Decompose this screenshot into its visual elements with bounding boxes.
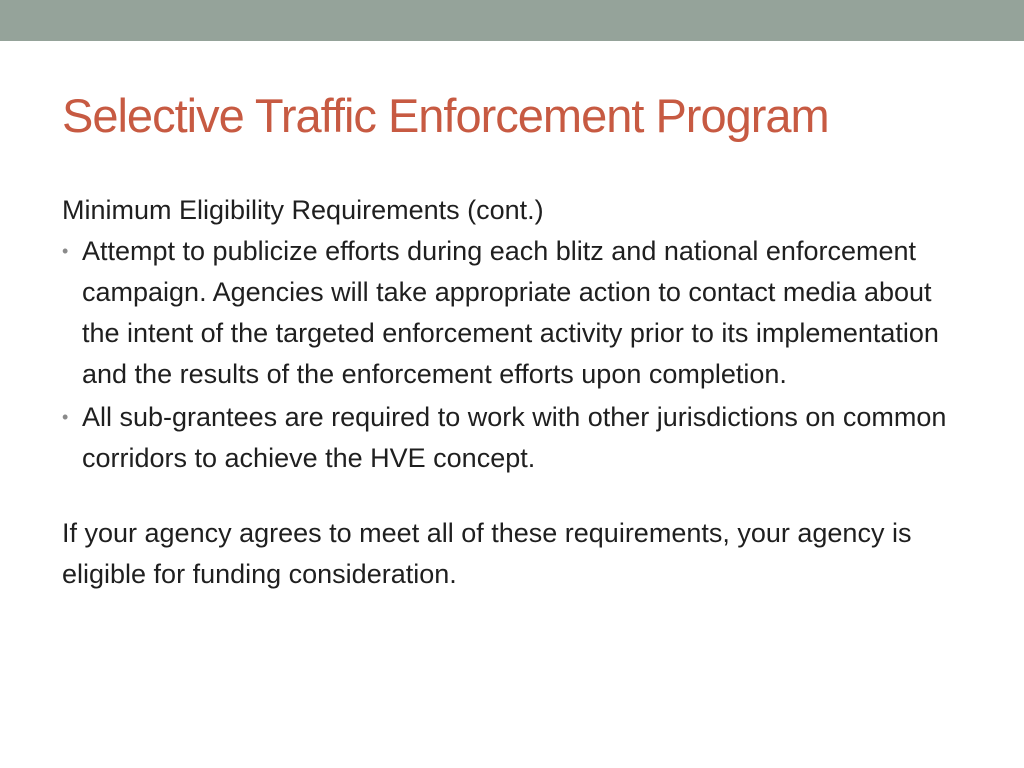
subheading: Minimum Eligibility Requirements (cont.) <box>62 195 544 225</box>
bullet-icon: • <box>62 407 69 427</box>
top-accent-bar <box>0 0 1024 41</box>
bullet-text: All sub-grantees are required to work with other jurisdictions on common corridors to achieve the HVE concept. <box>82 402 947 473</box>
bullet-list <box>62 231 962 479</box>
bullet-item <box>62 397 962 479</box>
closing-statement: If your agency agrees to meet all of these requirements, your agency is eligible for funding consideration. <box>62 518 912 589</box>
slide-content <box>62 190 962 595</box>
bullet-icon: • <box>62 241 69 261</box>
bullet-text: Attempt to publicize efforts during each blitz and national enforcement campaign. Agencies will take appropriate action to contact media about the intent of the targeted enforcement activity prior to its implementation and the results of the enforcement efforts upon completion. <box>82 236 939 389</box>
slide-title: Selective Traffic Enforcement Program <box>62 89 829 142</box>
bullet-item <box>62 231 962 395</box>
